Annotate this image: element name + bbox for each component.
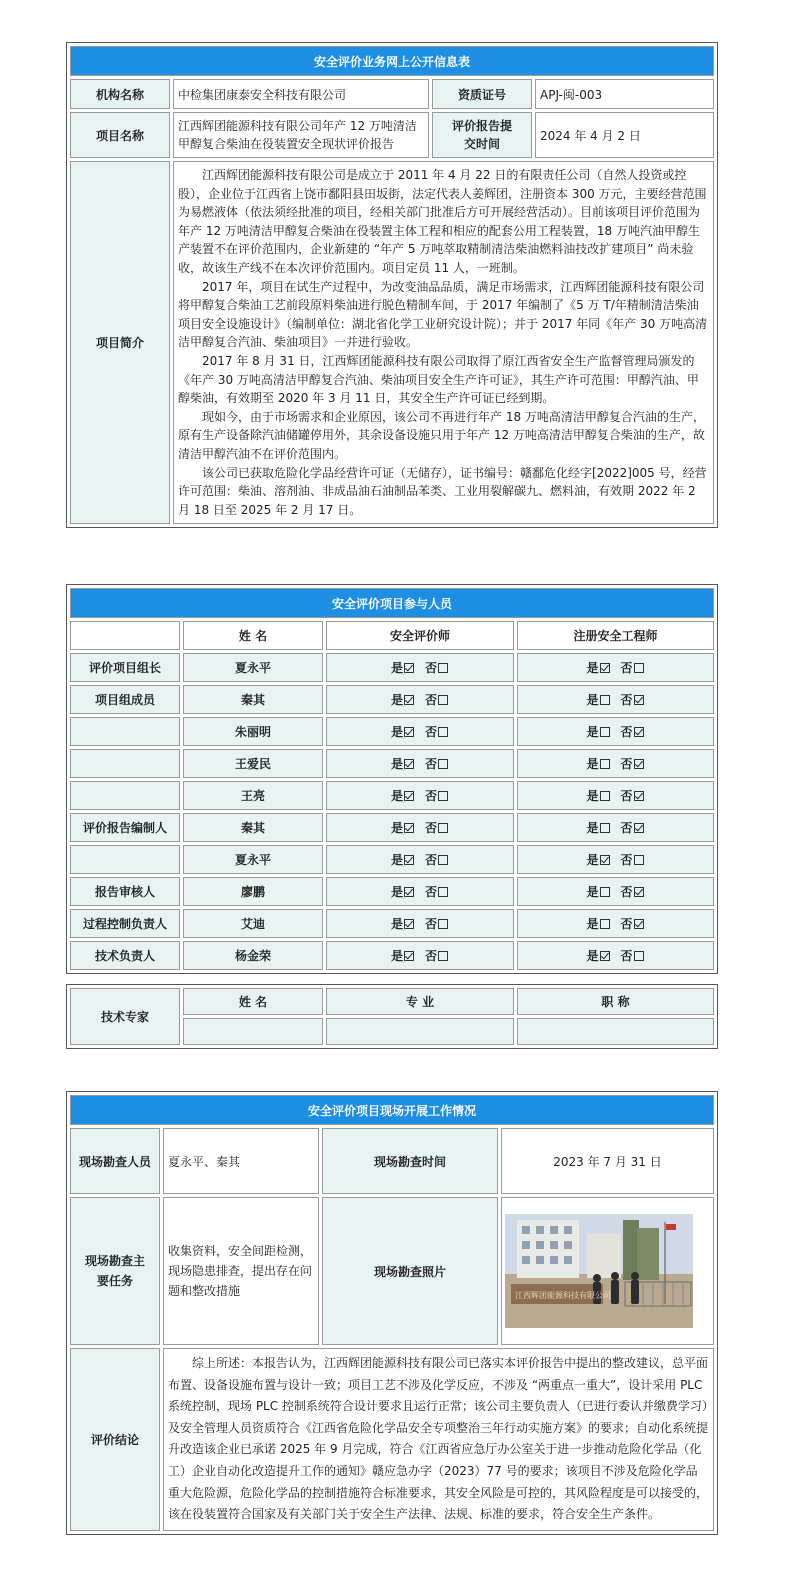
checkbox-evaluator-yes[interactable] [404,887,414,897]
checkbox-evaluator-yes[interactable] [404,823,414,833]
staff-label: 现场勘查人员 [70,1128,160,1194]
engineer-cell [517,941,714,970]
site-table [66,1091,718,1535]
personnel-row [70,685,714,714]
engineer-cell [517,813,714,842]
personnel-rows [70,653,714,970]
time-label: 现场勘查时间 [322,1128,498,1194]
yes-text: 是 [586,885,599,899]
yes-text: 是 [390,853,403,867]
yes-text: 是 [586,917,599,931]
person-name: 秦其 [183,685,323,714]
yes-text: 是 [586,949,599,963]
site-photo-image [505,1214,693,1328]
task-value: 收集资料，安全间距检测，现场隐患排查，提出存在问题和整改措施 [163,1197,319,1345]
personnel-title: 安全评价项目参与人员 [70,588,714,618]
time-value: 2023 年 7 月 31 日 [501,1128,714,1194]
yes-text: 是 [390,917,403,931]
project-value: 江西辉团能源科技有限公司年产 12 万吨清洁甲醇复合柴油在役装置安全现状评价报告 [173,112,429,158]
role-cell: 过程控制负责人 [70,909,180,938]
no-text: 否 [425,725,438,739]
yes-text: 是 [586,789,599,803]
intro-paragraph: 2017 年 8 月 31 日，江西辉团能源科技有限公司取得了原江西省安全生产监督管理局颁发的《年产 30 万吨高清洁甲醇复合汽油、柴油项目安全生产许可证》，其生产许可范围：甲醇汽油、甲醇柴油，有效期至 2020 年 3 月 11 日，其安全生产许可证已经到期。 [178,353,699,406]
org-label: 机构名称 [70,79,170,109]
evaluator-cell [326,877,514,906]
personnel-row [70,941,714,970]
checkbox-evaluator-no[interactable] [438,951,448,961]
no-text: 否 [425,917,438,931]
expert-col-major: 专 业 [326,988,514,1015]
checkbox-engineer-yes[interactable] [600,919,610,929]
checkbox-engineer-no[interactable] [634,663,644,673]
engineer-cell [517,717,714,746]
expert-title-cell [517,1018,714,1045]
yes-text: 是 [390,757,403,771]
evaluator-cell [326,909,514,938]
role-cell [70,845,180,874]
no-text: 否 [620,725,633,739]
yes-text: 是 [390,725,403,739]
person-name: 王亮 [183,781,323,810]
no-text: 否 [620,789,633,803]
expert-col-name: 姓 名 [183,988,323,1015]
person-name: 艾迪 [183,909,323,938]
info-title: 安全评价业务网上公开信息表 [70,46,714,76]
expert-col-title: 职 称 [517,988,714,1015]
intro-paragraph: 该公司已获取危险化学品经营许可证（无储存），证书编号：赣鄱危化经字[2022]005 号，经营许可范围：柴油、溶剂油、非成品油石油制品苯类、工业用裂解碳九、燃料油，有效期 2022 年 2 月 18 日至 2025 年 2 月 17 日。 [178,465,707,517]
checkbox-evaluator-no[interactable] [438,823,448,833]
personnel-row [70,845,714,874]
personnel-row [70,749,714,778]
no-text: 否 [620,949,633,963]
person-name: 朱丽明 [183,717,323,746]
no-text: 否 [425,693,438,707]
personnel-row [70,653,714,682]
yes-text: 是 [390,789,403,803]
yes-text: 是 [586,853,599,867]
checkbox-engineer-no[interactable] [634,887,644,897]
engineer-cell [517,781,714,810]
checkbox-engineer-no[interactable] [634,919,644,929]
evaluator-cell [326,749,514,778]
engineer-cell [517,845,714,874]
no-text: 否 [620,885,633,899]
col-name-header: 姓 名 [183,621,323,650]
personnel-row [70,781,714,810]
submit-label: 评价报告提交时间 [432,112,532,158]
personnel-row [70,717,714,746]
photo-sign: 江西辉团能源科技有限公司 [515,1291,611,1300]
cert-label: 资质证号 [432,79,532,109]
checkbox-engineer-yes[interactable] [600,855,610,865]
yes-text: 是 [390,661,403,675]
checkbox-evaluator-no[interactable] [438,727,448,737]
evaluator-cell [326,781,514,810]
role-cell: 报告审核人 [70,877,180,906]
checkbox-evaluator-yes[interactable] [404,855,414,865]
evaluator-cell [326,813,514,842]
no-text: 否 [425,885,438,899]
engineer-cell [517,749,714,778]
evaluator-cell [326,685,514,714]
checkbox-engineer-no[interactable] [634,695,644,705]
no-text: 否 [620,661,633,675]
engineer-cell [517,877,714,906]
checkbox-engineer-yes[interactable] [600,887,610,897]
checkbox-evaluator-yes[interactable] [404,663,414,673]
checkbox-engineer-no[interactable] [634,791,644,801]
col-engineer-header: 注册安全工程师 [517,621,714,650]
intro-label: 项目简介 [70,161,170,524]
checkbox-engineer-no[interactable] [634,727,644,737]
checkbox-evaluator-no[interactable] [438,887,448,897]
no-text: 否 [425,757,438,771]
checkbox-engineer-yes[interactable] [600,791,610,801]
personnel-row [70,909,714,938]
evaluator-cell [326,717,514,746]
role-cell: 评价项目组长 [70,653,180,682]
person-name: 杨金荣 [183,941,323,970]
project-label: 项目名称 [70,112,170,158]
checkbox-evaluator-yes[interactable] [404,919,414,929]
yes-text: 是 [586,725,599,739]
evaluator-cell [326,941,514,970]
no-text: 否 [425,821,438,835]
checkbox-engineer-yes[interactable] [600,663,610,673]
personnel-table [66,584,718,974]
intro-paragraph: 2017 年，项目在试生产过程中，为改变油品品质，满足市场需求，江西辉团能源科技有限公司将甲醇复合柴油工艺前段原料柴油进行脱色精制车间，于 2017 年编制了《5 万 T/年精制清洁柴油项目安全设施设计》（编制单位：湖北省化学工业研究设计院）；并于 2017 年同《年产 30 万吨高清洁甲醇复合汽油、柴油项目》一并进行验收。 [178,279,708,350]
conclusion-cell [163,1348,714,1531]
role-cell: 评价报告编制人 [70,813,180,842]
checkbox-evaluator-yes[interactable] [404,951,414,961]
engineer-cell [517,685,714,714]
role-cell [70,749,180,778]
intro-paragraph: 现如今，由于市场需求和企业原因，该公司不再进行年产 18 万吨高清洁甲醇复合汽油的生产，原有生产设备除汽油储罐停用外，其余设备设施只用于年产 12 万吨高清洁甲醇复合柴油的生产，故清洁甲醇汽油不在评价范围内。 [178,409,705,461]
cert-value: APJ-闽-003 [535,79,714,109]
no-text: 否 [620,757,633,771]
no-text: 否 [425,661,438,675]
conclusion-label: 评价结论 [70,1348,160,1531]
personnel-row [70,877,714,906]
yes-text: 是 [586,757,599,771]
person-name: 王爱民 [183,749,323,778]
experts-label: 技术专家 [70,988,180,1045]
no-text: 否 [620,917,633,931]
role-cell [70,717,180,746]
checkbox-engineer-yes[interactable] [600,759,610,769]
expert-major-cell [326,1018,514,1045]
intro-content [173,161,714,524]
checkbox-evaluator-no[interactable] [438,695,448,705]
evaluator-cell [326,653,514,682]
site-photo [505,1214,693,1328]
no-text: 否 [425,853,438,867]
conclusion-text: 综上所述：本报告认为，江西辉团能源科技有限公司已落实本评价报告中提出的整改建议，总平面布置、设备设施布置与设计一致；项目工艺不涉及化学反应，不涉及 “两重点一重大”，设计采用 PLC 系统控制，现场 PLC 控制系统符合设计要求且运行正常；该公司主要负责人（已进行委认并缴费学习）及安全管理人员资质符合《江西省危险化学品安全专项整治三年行动实施方案》的要求；自动化系统提升改造该企业已承诺 2025 年 9 月完成，符合《江西省应急厅办公室关于进一步推动危险化学品（化工）企业自动化改造提升工作的通知》赣应急办字（2023）77 号的要求；该项目不涉及危险化学品重大危险源，危险化学品的控制措施符合标准要求，其安全风险是可控的，其风险程度是可以接受的，该在役装置符合国家及有关部门关于安全生产法律、法规、标准的要求，符合安全生产条件。 [168,1356,709,1522]
no-text: 否 [620,821,633,835]
site-title: 安全评价项目现场开展工作情况 [70,1095,714,1125]
checkbox-evaluator-yes[interactable] [404,791,414,801]
checkbox-engineer-yes[interactable] [600,951,610,961]
yes-text: 是 [586,693,599,707]
person-name: 夏永平 [183,845,323,874]
checkbox-evaluator-no[interactable] [438,791,448,801]
experts-table [66,984,718,1049]
checkbox-engineer-yes[interactable] [600,823,610,833]
org-value: 中检集团康泰安全科技有限公司 [173,79,429,109]
checkbox-evaluator-yes[interactable] [404,695,414,705]
checkbox-evaluator-yes[interactable] [404,727,414,737]
no-text: 否 [620,693,633,707]
col-evaluator-header: 安全评价师 [326,621,514,650]
role-cell: 技术负责人 [70,941,180,970]
photo-cell [501,1197,714,1345]
checkbox-engineer-no[interactable] [634,855,644,865]
checkbox-engineer-yes[interactable] [600,727,610,737]
yes-text: 是 [586,661,599,675]
personnel-row [70,813,714,842]
expert-name-cell [183,1018,323,1045]
photo-label: 现场勘查照片 [322,1197,498,1345]
person-name: 秦其 [183,813,323,842]
role-cell: 项目组成员 [70,685,180,714]
info-table [66,42,718,528]
yes-text: 是 [586,821,599,835]
checkbox-evaluator-no[interactable] [438,759,448,769]
staff-value: 夏永平、秦其 [163,1128,319,1194]
task-label: 现场勘查主要任务 [70,1197,160,1345]
role-cell [70,781,180,810]
checkbox-evaluator-no[interactable] [438,919,448,929]
checkbox-engineer-no[interactable] [634,759,644,769]
evaluator-cell [326,845,514,874]
checkbox-engineer-yes[interactable] [600,695,610,705]
engineer-cell [517,909,714,938]
checkbox-engineer-no[interactable] [634,951,644,961]
no-text: 否 [425,949,438,963]
checkbox-evaluator-no[interactable] [438,663,448,673]
checkbox-evaluator-yes[interactable] [404,759,414,769]
yes-text: 是 [390,885,403,899]
person-name: 廖鹏 [183,877,323,906]
checkbox-evaluator-no[interactable] [438,855,448,865]
no-text: 否 [425,789,438,803]
yes-text: 是 [390,821,403,835]
submit-value: 2024 年 4 月 2 日 [535,112,714,158]
header-blank-cell [70,621,180,650]
intro-paragraph: 江西辉团能源科技有限公司是成立于 2011 年 4 月 22 日的有限责任公司（自然人投资或控股），企业位于江西省上饶市鄱阳县田坂街，法定代表人姜辉团，注册资本 300 万元，主要经营范围为易燃液体（依法须经批准的项目，经相关部门批准后方可开展经营活动）。目前该项目评价范围为年产 12 万吨清洁甲醇复合柴油在役装置主体工程和相应的配套公用工程装置，18 万吨汽油甲醇生产装置不在评价范围内，企业新建的 “年产 5 万吨萃取精制清洁柴油燃料油技改扩建项目” 尚未验收，故该生产线不在本次评价范围内。项目定员 11 人，一班制。 [178,168,707,275]
person-name: 夏永平 [183,653,323,682]
engineer-cell [517,653,714,682]
checkbox-engineer-no[interactable] [634,823,644,833]
no-text: 否 [620,853,633,867]
yes-text: 是 [390,693,403,707]
yes-text: 是 [390,949,403,963]
